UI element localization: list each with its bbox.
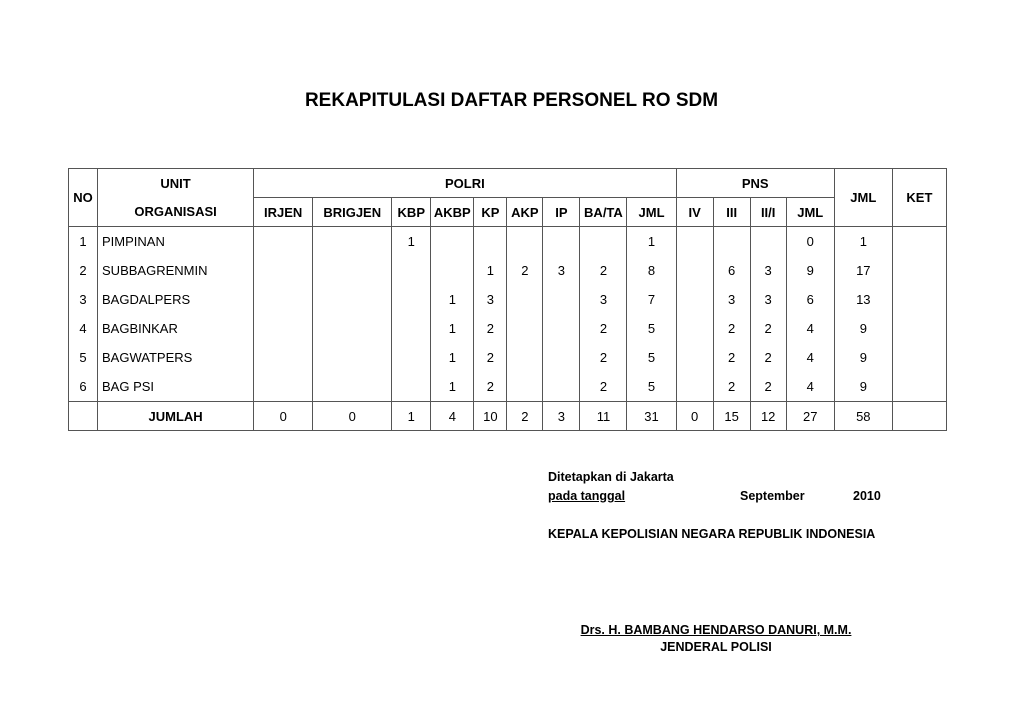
header-col: IV — [676, 198, 713, 227]
row-no: 2 — [69, 256, 98, 285]
row-cell — [392, 343, 431, 372]
row-cell: 2 — [580, 256, 627, 285]
row-cell: 8 — [627, 256, 676, 285]
row-cell: 2 — [474, 314, 507, 343]
row-cell — [676, 256, 713, 285]
row-cell: 4 — [786, 372, 834, 402]
row-cell — [676, 285, 713, 314]
header-col: AKBP — [431, 198, 474, 227]
header-col: KP — [474, 198, 507, 227]
row-cell: 4 — [786, 343, 834, 372]
row-cell — [254, 372, 313, 402]
row-cell — [507, 285, 543, 314]
personnel-table — [68, 168, 947, 431]
row-cell: 2 — [580, 343, 627, 372]
row-cell — [892, 372, 946, 402]
total-cell: 12 — [750, 402, 786, 431]
row-unit: BAG PSI — [98, 372, 254, 402]
row-cell: 9 — [834, 343, 892, 372]
row-cell — [392, 256, 431, 285]
total-cell: 2 — [507, 402, 543, 431]
row-cell: 9 — [786, 256, 834, 285]
row-cell: 4 — [786, 314, 834, 343]
row-cell: 17 — [834, 256, 892, 285]
total-row — [69, 402, 947, 431]
total-cell: 3 — [543, 402, 580, 431]
total-cell: 0 — [676, 402, 713, 431]
row-cell: 1 — [627, 227, 676, 257]
row-no: 5 — [69, 343, 98, 372]
total-cell: 27 — [786, 402, 834, 431]
sign-position: KEPALA KEPOLISIAN NEGARA REPUBLIK INDONESIA — [548, 527, 876, 541]
row-cell — [750, 227, 786, 257]
sign-date-label: pada tanggal — [548, 489, 626, 503]
row-cell: 3 — [713, 285, 750, 314]
row-cell — [313, 343, 392, 372]
header-col: JML — [627, 198, 676, 227]
row-cell — [507, 372, 543, 402]
table-row — [69, 227, 947, 257]
row-cell: 0 — [786, 227, 834, 257]
row-cell: 3 — [580, 285, 627, 314]
row-cell — [313, 285, 392, 314]
row-cell: 6 — [713, 256, 750, 285]
row-cell: 1 — [431, 285, 474, 314]
row-cell: 1 — [431, 372, 474, 402]
sign-place: Ditetapkan di Jakarta — [548, 470, 674, 484]
row-cell: 1 — [431, 314, 474, 343]
row-cell — [254, 256, 313, 285]
row-cell: 2 — [580, 372, 627, 402]
row-cell — [313, 227, 392, 257]
row-cell — [543, 227, 580, 257]
row-cell — [254, 227, 313, 257]
row-cell — [254, 343, 313, 372]
row-cell — [392, 285, 431, 314]
row-cell: 9 — [834, 314, 892, 343]
row-cell: 2 — [507, 256, 543, 285]
row-cell: 9 — [834, 372, 892, 402]
total-cell: 31 — [627, 402, 676, 431]
row-unit: PIMPINAN — [98, 227, 254, 257]
row-cell — [892, 285, 946, 314]
header-pns: PNS — [676, 169, 834, 198]
row-cell — [676, 314, 713, 343]
row-cell: 2 — [713, 372, 750, 402]
row-cell — [507, 314, 543, 343]
total-cell: 0 — [254, 402, 313, 431]
header-polri: POLRI — [254, 169, 676, 198]
row-cell: 2 — [580, 314, 627, 343]
row-cell — [507, 343, 543, 372]
total-cell: 4 — [431, 402, 474, 431]
total-cell: 10 — [474, 402, 507, 431]
row-cell: 13 — [834, 285, 892, 314]
row-cell: 2 — [474, 343, 507, 372]
row-cell — [392, 372, 431, 402]
sign-month: September — [740, 489, 805, 503]
total-no-empty — [69, 402, 98, 431]
sign-year: 2010 — [853, 489, 881, 503]
row-cell: 3 — [750, 256, 786, 285]
row-cell: 7 — [627, 285, 676, 314]
total-cell — [892, 402, 946, 431]
header-col: II/I — [750, 198, 786, 227]
row-cell — [543, 314, 580, 343]
total-cell: 15 — [713, 402, 750, 431]
header-no: NO — [69, 169, 98, 227]
row-cell: 1 — [392, 227, 431, 257]
row-cell: 1 — [474, 256, 507, 285]
sign-date-line — [548, 489, 884, 503]
row-cell: 5 — [627, 372, 676, 402]
row-cell: 5 — [627, 343, 676, 372]
row-cell — [892, 314, 946, 343]
row-cell — [313, 256, 392, 285]
row-unit: BAGBINKAR — [98, 314, 254, 343]
row-cell — [313, 372, 392, 402]
row-cell — [892, 256, 946, 285]
row-cell: 2 — [474, 372, 507, 402]
header-col: AKP — [507, 198, 543, 227]
row-cell — [392, 314, 431, 343]
row-unit: BAGDALPERS — [98, 285, 254, 314]
row-cell — [676, 372, 713, 402]
row-cell — [892, 227, 946, 257]
row-cell: 2 — [713, 314, 750, 343]
row-unit: BAGWATPERS — [98, 343, 254, 372]
row-no: 4 — [69, 314, 98, 343]
header-unit-bottom: ORGANISASI — [98, 198, 254, 227]
header-col: IRJEN — [254, 198, 313, 227]
row-cell — [580, 227, 627, 257]
row-no: 3 — [69, 285, 98, 314]
sign-rank: JENDERAL POLISI — [660, 640, 772, 654]
header-col: III — [713, 198, 750, 227]
row-no: 1 — [69, 227, 98, 257]
row-cell — [676, 227, 713, 257]
table-row — [69, 343, 947, 372]
row-cell — [431, 227, 474, 257]
table-row — [69, 314, 947, 343]
row-cell — [543, 372, 580, 402]
row-cell: 3 — [750, 285, 786, 314]
row-cell: 3 — [543, 256, 580, 285]
row-cell — [431, 256, 474, 285]
header-jml: JML — [834, 169, 892, 227]
row-cell: 2 — [750, 343, 786, 372]
total-cell: 0 — [313, 402, 392, 431]
row-cell — [507, 227, 543, 257]
row-cell: 2 — [713, 343, 750, 372]
row-cell: 3 — [474, 285, 507, 314]
row-cell: 1 — [431, 343, 474, 372]
header-ket: KET — [892, 169, 946, 227]
total-cell: 58 — [834, 402, 892, 431]
total-cell: 11 — [580, 402, 627, 431]
row-cell — [474, 227, 507, 257]
row-cell — [713, 227, 750, 257]
header-col: BRIGJEN — [313, 198, 392, 227]
row-no: 6 — [69, 372, 98, 402]
row-cell — [254, 285, 313, 314]
row-cell — [543, 343, 580, 372]
row-cell: 2 — [750, 314, 786, 343]
total-label: JUMLAH — [98, 402, 254, 431]
table-row — [69, 372, 947, 402]
header-col: IP — [543, 198, 580, 227]
row-cell — [313, 314, 392, 343]
row-cell — [892, 343, 946, 372]
row-cell: 6 — [786, 285, 834, 314]
row-cell — [254, 314, 313, 343]
document-title: REKAPITULASI DAFTAR PERSONEL RO SDM — [304, 90, 719, 111]
row-cell — [543, 285, 580, 314]
header-col: JML — [786, 198, 834, 227]
header-col: KBP — [392, 198, 431, 227]
row-unit: SUBBAGRENMIN — [98, 256, 254, 285]
table-row — [69, 256, 947, 285]
row-cell: 1 — [834, 227, 892, 257]
header-col: BA/TA — [580, 198, 627, 227]
header-unit-top: UNIT — [98, 169, 254, 198]
row-cell: 2 — [750, 372, 786, 402]
table-row — [69, 285, 947, 314]
row-cell — [676, 343, 713, 372]
sign-name: Drs. H. BAMBANG HENDARSO DANURI, M.M. — [580, 623, 852, 637]
total-cell: 1 — [392, 402, 431, 431]
row-cell: 5 — [627, 314, 676, 343]
